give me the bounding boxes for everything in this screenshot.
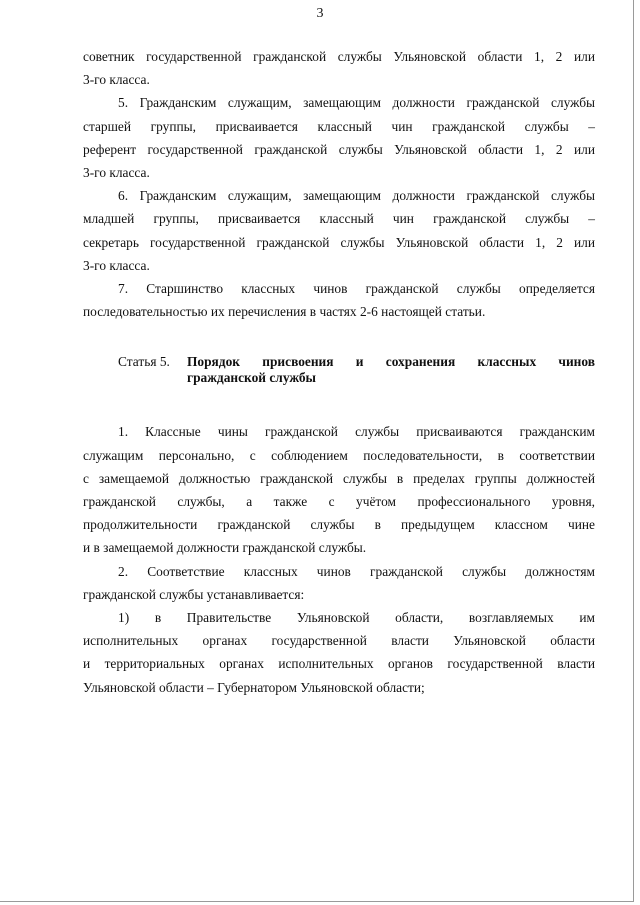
paragraphs-after-article — [83, 420, 595, 698]
article-title-line-2: гражданской службы — [187, 370, 317, 386]
text-line: и территориальных органах исполнительных органов государственной власти — [83, 656, 595, 672]
text-line: 1) в Правительстве Ульяновской области, возглавляемых им — [118, 610, 595, 626]
paragraphs-before-article — [83, 45, 595, 323]
text-line: 2. Соответствие классных чинов гражданской службы должностям — [118, 563, 595, 579]
text-line: 7. Старшинство классных чинов гражданской службы определяется — [118, 281, 595, 297]
text-line: старшей группы, присваивается классный чин гражданской службы – — [83, 118, 595, 134]
text-line: младшей группы, присваивается классный чин гражданской службы – — [83, 211, 595, 227]
text-line: и в замещаемой должности гражданской службы. — [83, 540, 367, 556]
text-line: с замещаемой должностью гражданской службы в пределах группы должностей — [83, 470, 595, 486]
text-line: советник государственной гражданской службы Ульяновской области 1, 2 или — [83, 49, 595, 64]
text-line: секретарь государственной гражданской службы Ульяновской области 1, 2 или — [83, 234, 595, 250]
article-number: Статья 5. — [118, 354, 170, 370]
text-line: служащим персонально, с соблюдением последовательности, в соответствии — [83, 447, 595, 463]
text-line: 6. Гражданским служащим, замещающим должности гражданской службы — [118, 188, 595, 204]
article-title — [187, 354, 595, 386]
text-line: 1. Классные чины гражданской службы присваиваются гражданским — [118, 424, 595, 440]
text-line: продолжительности гражданской службы в предыдущем классном чине — [83, 517, 595, 533]
article-title-line-1: Порядок присвоения и сохранения классных чинов — [187, 354, 595, 370]
text-line: гражданской службы устанавливается: — [83, 586, 305, 602]
article-heading — [83, 354, 595, 386]
text-line: 5. Гражданским служащим, замещающим должности гражданской службы — [118, 95, 595, 111]
text-line: гражданской службы, а также с учётом профессионального уровня, — [83, 494, 595, 510]
text-line: референт государственной гражданской службы Ульяновской области 1, 2 или — [83, 141, 595, 157]
text-line: 3-го класса. — [83, 257, 150, 273]
text-line: Ульяновской области – Губернатором Ульяновской области; — [83, 679, 425, 695]
text-line: 3-го класса. — [83, 72, 150, 88]
text-line: 3-го класса. — [83, 165, 150, 181]
document-body — [83, 45, 595, 699]
text-line: исполнительных органах государственной власти Ульяновской области — [83, 633, 595, 649]
text-line: последовательностью их перечисления в частях 2-6 настоящей статьи. — [83, 304, 486, 320]
page-number: 3 — [316, 6, 324, 21]
